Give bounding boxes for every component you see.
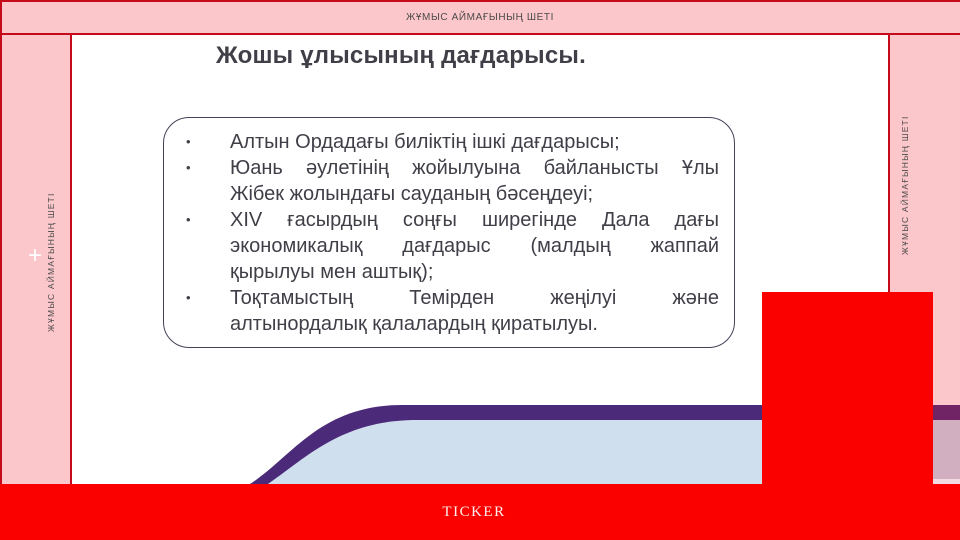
bullet-item: [186, 285, 719, 337]
frame-rule-under-topbar: [0, 33, 960, 35]
frame-rule-top: [0, 0, 960, 2]
bullet-dot: •: [186, 212, 191, 227]
bullet-line: алтынордалық қалалардың қиратылуы.: [230, 313, 598, 335]
top-margin-bar: [0, 0, 960, 35]
bullet-item: [186, 155, 719, 207]
ticker-bar: [0, 484, 960, 540]
bullet-line: Жібек жолындағы сауданың бәсеңдеуі;: [230, 183, 594, 205]
frame-rule-page-left: [0, 0, 2, 484]
bullet-item: [186, 129, 719, 155]
bullet-text: [230, 155, 719, 207]
bullet-line: Алтын Ордадағы биліктің ішкі дағдарысы;: [230, 131, 620, 153]
ticker-label: TICKER: [442, 503, 506, 520]
top-edge-label: ЖҰМЫС АЙМАҒЫНЫҢ ШЕТІ: [406, 12, 554, 23]
bullet-dot: •: [186, 134, 191, 149]
bullet-line: қырылуы мен аштық);: [230, 261, 434, 283]
frame-rule-left-inner: [70, 35, 72, 484]
bullet-text: [230, 285, 719, 337]
bullet-line: Юань әулетінің жойылуына байланысты Ұлы: [230, 157, 719, 179]
slide-title: Жошы ұлысының дағдарысы.: [216, 42, 586, 69]
bullet-list: [186, 129, 719, 337]
bullet-text: [230, 207, 719, 285]
bullet-dot: •: [186, 160, 191, 175]
left-edge-label: ЖҰМЫС АЙМАҒЫНЫҢ ШЕТІ: [46, 192, 56, 332]
plus-marker: +: [27, 242, 42, 269]
right-edge-label: ЖҰМЫС АЙМАҒЫНЫҢ ШЕТІ: [900, 115, 910, 255]
bullet-dot: •: [186, 290, 191, 305]
bullet-box: [163, 117, 735, 348]
red-accent-block: [762, 292, 933, 484]
bullet-line: Тоқтамыстың Темірден жеңілуі және: [230, 287, 719, 309]
bullet-line: экономикалық дағдарыс (малдың жаппай: [230, 235, 719, 257]
bullet-line: XIV ғасырдың соңғы ширегінде Дала дағы: [230, 209, 719, 231]
bullet-text: [230, 129, 719, 155]
bullet-item: [186, 207, 719, 285]
